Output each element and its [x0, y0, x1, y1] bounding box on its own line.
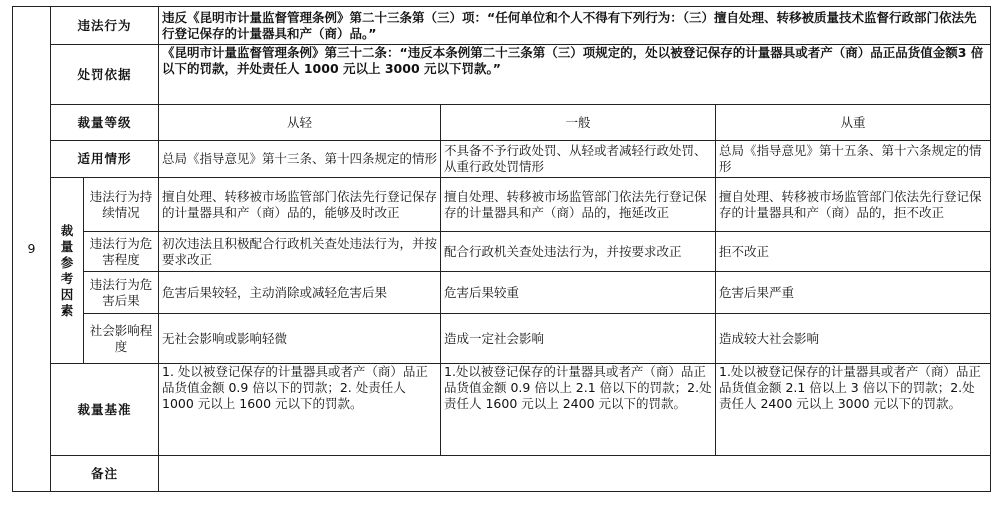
applicable-heavy: 总局《指导意见》第十五条、第十六条规定的情形	[716, 141, 991, 178]
item-index: 9	[13, 7, 51, 492]
factor-normal: 配合行政机关查处违法行为，并按要求改正	[441, 232, 716, 272]
factor-label: 违法行为持续情况	[84, 178, 159, 232]
basis-normal: 1.处以被登记保存的计量器具或者产（商）品正品货值金额 0.9 倍以上 2.1 倍以下的罚款；2.处责任人 1600 元以上 2400 元以下的罚款。	[441, 364, 716, 456]
violation-row	[13, 7, 991, 45]
factor-label: 违法行为危害程度	[84, 232, 159, 272]
applicable-label: 适用情形	[51, 141, 159, 178]
penalty-basis-text: 《昆明市计量监督管理条例》第三十二条：“违反本条例第二十三条第（三）项规定的，处以被登记保存的计量器具或者产（商）品正品货值金额3 倍以下的罚款，并处责任人 1000 元以上 3000 元以下罚款。”	[159, 45, 991, 105]
factor-row	[13, 232, 991, 272]
violation-label: 违法行为	[51, 7, 159, 45]
basis-heavy: 1.处以被登记保存的计量器具或者产（商）品正品货值金额 2.1 倍以上 3 倍以下的罚款；2.处责任人 2400 元以上 3000 元以下的罚款。	[716, 364, 991, 456]
basis-light: 1. 处以被登记保存的计量器具或者产（商）品正品货值金额 0.9 倍以下的罚款；2. 处责任人 1000 元以上 1600 元以下的罚款。	[159, 364, 441, 456]
factor-row	[13, 272, 991, 314]
factor-normal: 擅自处理、转移被市场监管部门依法先行登记保存的计量器具和产（商）品的，拖延改正	[441, 178, 716, 232]
factors-label-char: 量	[60, 238, 74, 254]
penalty-basis-row	[13, 45, 991, 105]
applicable-light: 总局《指导意见》第十三条、第十四条规定的情形	[159, 141, 441, 178]
factor-row	[13, 314, 991, 364]
factor-normal: 危害后果较重	[441, 272, 716, 314]
factor-heavy: 拒不改正	[716, 232, 991, 272]
factor-row	[13, 178, 991, 232]
factor-light: 擅自处理、转移被市场监管部门依法先行登记保存的计量器具和产（商）品的，能够及时改正	[159, 178, 441, 232]
factor-label: 违法行为危害后果	[84, 272, 159, 314]
factors-label-char: 裁	[60, 222, 74, 238]
violation-text: 违反《昆明市计量监督管理条例》第二十三条第（三）项：“任何单位和个人不得有下列行为：（三）擅自处理、转移被质量技术监督行政部门依法先行登记保存的计量器具和产（商）品。”	[159, 7, 991, 45]
applicable-normal: 不具备不予行政处罚、从轻或者减轻行政处罚、从重行政处罚情形	[441, 141, 716, 178]
factor-light: 初次违法且积极配合行政机关查处违法行为，并按要求改正	[159, 232, 441, 272]
factor-normal: 造成一定社会影响	[441, 314, 716, 364]
discretion-standard-table	[12, 6, 991, 492]
factor-heavy: 造成较大社会影响	[716, 314, 991, 364]
factor-light: 危害后果较轻，主动消除或减轻危害后果	[159, 272, 441, 314]
factors-label-char: 参	[60, 254, 74, 270]
factor-label: 社会影响程度	[84, 314, 159, 364]
factors-group-label	[51, 178, 84, 364]
factors-label-char: 素	[60, 302, 74, 318]
penalty-basis-label: 处罚依据	[51, 45, 159, 105]
remark-text	[159, 456, 991, 492]
remark-row	[13, 456, 991, 492]
factor-light: 无社会影响或影响轻微	[159, 314, 441, 364]
factors-label-char: 考	[60, 270, 74, 286]
level-normal: 一般	[441, 105, 716, 141]
level-row	[13, 105, 991, 141]
level-light: 从轻	[159, 105, 441, 141]
factor-heavy: 擅自处理、转移被市场监管部门依法先行登记保存的计量器具和产（商）品的，拒不改正	[716, 178, 991, 232]
factor-heavy: 危害后果严重	[716, 272, 991, 314]
applicable-row	[13, 141, 991, 178]
level-label: 裁量等级	[51, 105, 159, 141]
remark-label: 备注	[51, 456, 159, 492]
level-heavy: 从重	[716, 105, 991, 141]
basis-row	[13, 364, 991, 456]
basis-label: 裁量基准	[51, 364, 159, 456]
factors-label-char: 因	[60, 286, 74, 302]
